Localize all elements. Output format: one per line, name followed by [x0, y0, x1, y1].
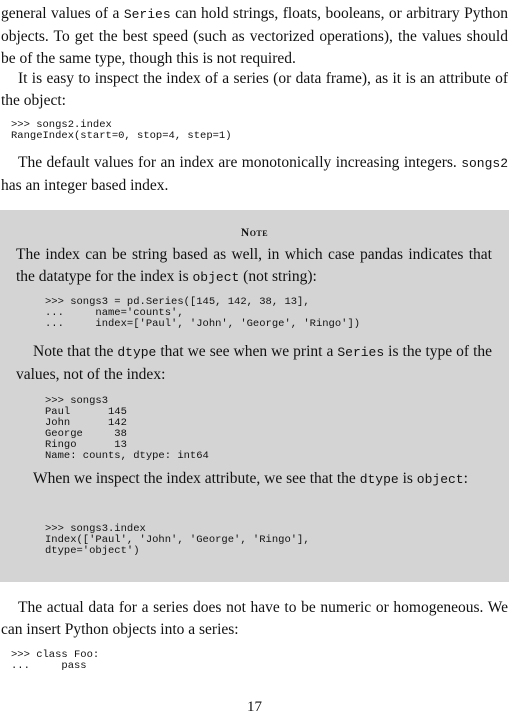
note-paragraph — [16, 341, 492, 386]
code-block: >>> songs2.index RangeIndex(start=0, stop=4, step=1) — [11, 119, 232, 142]
inline-code: Series — [337, 345, 385, 360]
note-title: Note — [240, 227, 269, 239]
inline-code: object — [192, 270, 240, 285]
text-run: is the type of the values, not of the index: — [16, 343, 493, 383]
text-run: The index can be string based as well, in which case pandas indicates that the datatype for the index is — [16, 246, 492, 285]
text-run: that we see when we print a — [156, 343, 338, 360]
text-run: can hold strings, floats, booleans, or arbitrary Python objects. To get the best speed (such as vectorized operations), the values should be of the same type, though this is not required. — [1, 5, 508, 67]
inline-code: songs2 — [461, 156, 508, 171]
text-run: is — [398, 470, 417, 487]
inline-code: dtype — [359, 472, 399, 487]
text-run: The default values for an index are monotonically increasing integers. — [18, 154, 462, 171]
code-block: >>> songs3 = pd.Series([145, 142, 38, 13], ... name='counts', ... index=['Paul', 'John', 'George', 'Ringo']) — [45, 296, 361, 330]
note-box — [0, 210, 509, 582]
inline-code: dtype — [117, 345, 157, 360]
text-run: has an integer based index. — [1, 177, 169, 194]
inline-code: object — [416, 472, 464, 487]
text-run: general values of a — [1, 5, 124, 22]
paragraph: It is easy to inspect the index of a series (or data frame), as it is an attribute of the object: — [1, 70, 508, 109]
page-number: 17 — [247, 699, 262, 715]
text-run: : — [463, 470, 468, 487]
text-run: (not string): — [239, 268, 317, 285]
code-block: >>> songs3 Paul 145 John 142 George 38 Ringo 13 Name: counts, dtype: int64 — [45, 395, 209, 462]
code-block: >>> class Foo: ... pass — [11, 649, 100, 672]
note-paragraph — [16, 244, 492, 289]
text-run: Note that the — [33, 343, 118, 360]
paragraph: The actual data for a series does not have to be numeric or homogeneous. We can insert Python objects into a series: — [1, 599, 508, 638]
code-block: >>> songs3.index Index(['Paul', 'John', 'George', 'Ringo'], dtype='object') — [45, 523, 310, 557]
paragraph — [0, 152, 509, 197]
note-paragraph — [16, 468, 492, 491]
paragraph — [0, 3, 509, 70]
inline-code: Series — [123, 7, 171, 22]
text-run: When we inspect the index attribute, we see that the — [33, 470, 360, 487]
